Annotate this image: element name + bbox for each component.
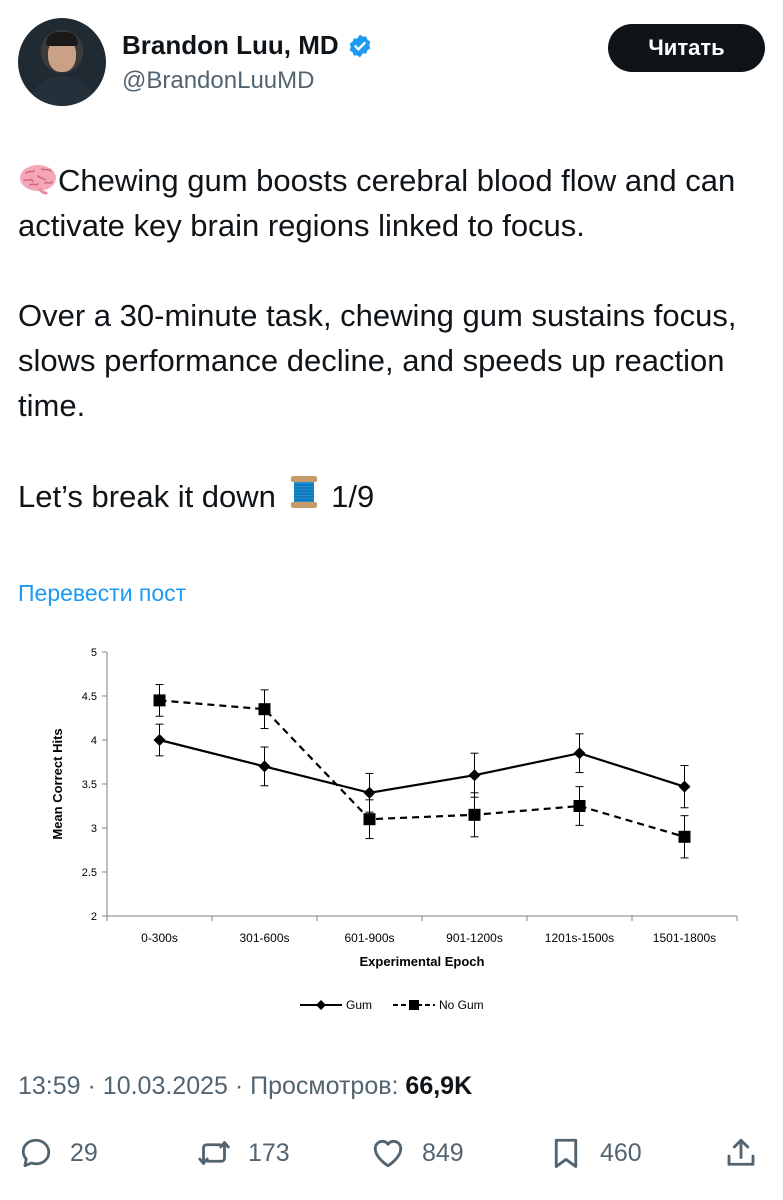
y-tick-label: 4.5 xyxy=(81,691,97,703)
retweet-count: 173 xyxy=(248,1138,290,1167)
x-tick-label: 901-1200s xyxy=(446,931,503,945)
tweet-header xyxy=(18,18,765,108)
author-handle[interactable]: @BrandonLuuMD xyxy=(122,67,315,94)
legend-label-no-gum: No Gum xyxy=(439,998,484,1012)
data-point-gum xyxy=(364,787,376,799)
follow-button[interactable]: Читать xyxy=(608,24,765,72)
verified-badge-icon xyxy=(347,33,373,59)
x-tick-label: 1501-1800s xyxy=(652,931,717,945)
reply-count: 29 xyxy=(70,1138,98,1167)
chart-image[interactable] xyxy=(40,635,760,1025)
author-info xyxy=(122,30,373,95)
reply-icon xyxy=(18,1135,54,1171)
data-point-gum xyxy=(574,747,586,759)
data-point-gum xyxy=(679,781,691,793)
retweet-icon xyxy=(196,1135,232,1171)
bookmark-button[interactable] xyxy=(548,1135,642,1171)
data-point-gum xyxy=(154,734,166,746)
tweet-date[interactable]: 10.03.2025 xyxy=(102,1072,228,1100)
reply-button[interactable] xyxy=(18,1135,98,1171)
data-point-gum xyxy=(259,760,271,772)
like-button[interactable] xyxy=(370,1135,464,1171)
data-point-no-gum xyxy=(679,831,691,843)
y-tick-label: 5 xyxy=(90,647,97,659)
y-tick-label: 4 xyxy=(90,735,97,747)
x-tick-label: 301-600s xyxy=(239,931,290,945)
data-point-no-gum xyxy=(469,809,481,821)
translate-post-link[interactable]: Перевести пост xyxy=(18,580,187,606)
x-tick-label: 1201s-1500s xyxy=(544,931,615,945)
tweet-time[interactable]: 13:59 xyxy=(18,1072,81,1100)
x-axis-label: Experimental Epoch xyxy=(359,954,485,969)
bookmark-icon xyxy=(548,1135,584,1171)
y-axis-label: Mean Correct Hits xyxy=(50,728,65,840)
data-point-no-gum xyxy=(364,813,376,825)
thread-spool-emoji-icon xyxy=(285,473,323,511)
data-point-no-gum xyxy=(154,694,166,706)
share-icon xyxy=(723,1135,759,1171)
legend-marker-gum xyxy=(316,1000,326,1010)
legend-marker-no-gum xyxy=(409,1000,419,1010)
data-point-no-gum xyxy=(259,703,271,715)
meta-separator: · xyxy=(234,1072,251,1100)
brain-emoji-icon xyxy=(18,163,58,195)
y-tick-label: 2 xyxy=(90,911,97,923)
author-name[interactable]: Brandon Luu, MD xyxy=(122,30,339,60)
retweet-button[interactable] xyxy=(196,1135,290,1171)
tweet-paragraph-3 xyxy=(18,473,768,519)
avatar-hair xyxy=(46,32,78,46)
tweet-text xyxy=(18,158,768,519)
tweet-paragraph-3-text: Let’s break it down xyxy=(18,479,276,514)
data-point-gum xyxy=(469,769,481,781)
like-count: 849 xyxy=(422,1138,464,1167)
legend-label-gum: Gum xyxy=(346,998,373,1012)
tweet-paragraph-1 xyxy=(18,158,768,248)
avatar-shoulders xyxy=(28,76,96,106)
views-count: 66,9K xyxy=(405,1072,473,1100)
like-heart-icon xyxy=(370,1135,406,1171)
views-label: Просмотров: xyxy=(250,1072,399,1100)
author-name-row xyxy=(122,30,373,61)
x-tick-label: 0-300s xyxy=(141,931,178,945)
y-tick-label: 3 xyxy=(90,823,97,835)
tweet-paragraph-2: Over a 30-minute task, chewing gum sustains focus, slows performance decline, and speeds up reaction time. xyxy=(18,298,737,423)
data-point-no-gum xyxy=(574,800,586,812)
meta-separator: · xyxy=(87,1072,103,1100)
line-chart xyxy=(40,635,760,1025)
tweet-thread-counter: 1/9 xyxy=(331,479,375,514)
share-button[interactable] xyxy=(723,1135,759,1171)
y-tick-label: 3.5 xyxy=(81,779,97,791)
x-tick-label: 601-900s xyxy=(344,931,395,945)
series-line-gum xyxy=(160,740,685,793)
avatar[interactable] xyxy=(18,18,106,106)
tweet-paragraph-1-text: Chewing gum boosts cerebral blood flow and can activate key brain regions linked to focus. xyxy=(18,163,736,243)
bookmark-count: 460 xyxy=(600,1138,642,1167)
tweet-actions xyxy=(18,1135,765,1179)
series-line-no-gum xyxy=(160,700,685,836)
y-tick-label: 2.5 xyxy=(81,867,97,879)
tweet-meta xyxy=(18,1072,472,1101)
